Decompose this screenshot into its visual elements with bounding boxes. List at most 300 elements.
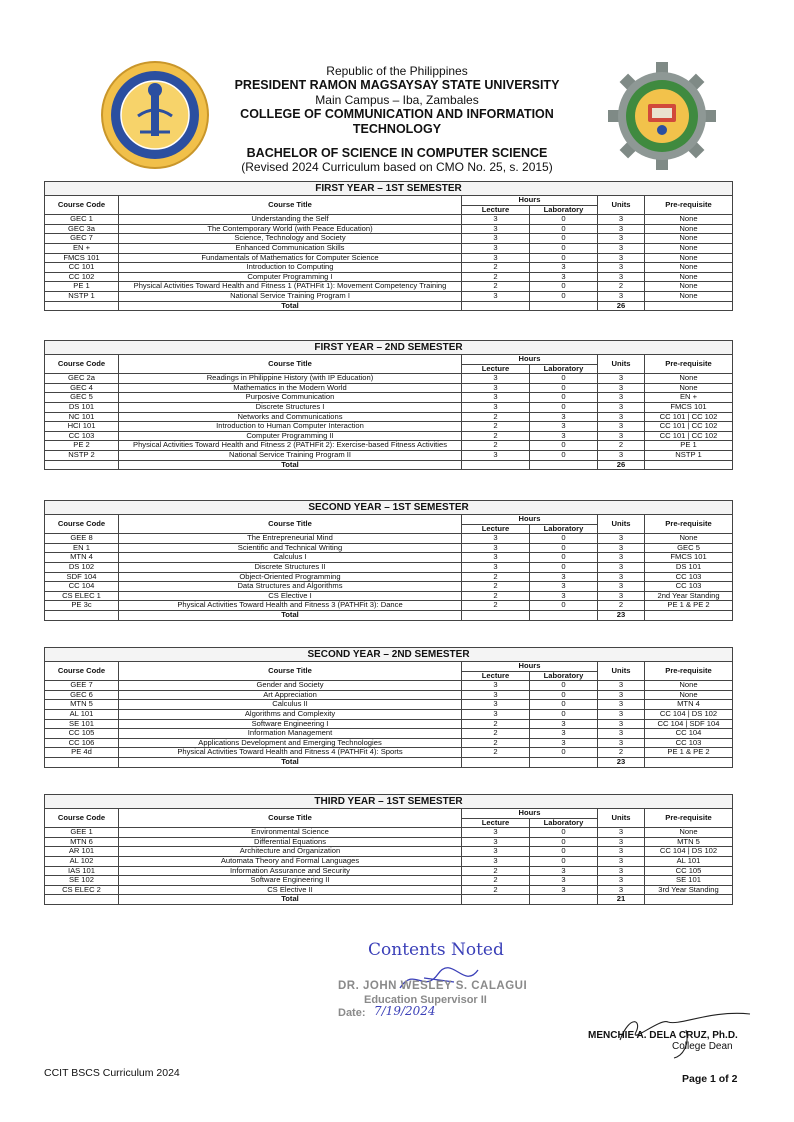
table-row bbox=[45, 243, 733, 253]
course-title: Differential Equations bbox=[119, 837, 462, 847]
course-code: EN 1 bbox=[45, 543, 119, 553]
lab-hours: 0 bbox=[530, 709, 598, 719]
prerequisite: None bbox=[645, 534, 733, 544]
col-header-code: Course Code bbox=[45, 355, 119, 374]
table-row bbox=[45, 282, 733, 292]
table-row bbox=[45, 885, 733, 895]
prerequisite: None bbox=[645, 282, 733, 292]
table-row bbox=[45, 441, 733, 451]
lecture-hours: 3 bbox=[462, 681, 530, 691]
col-header-hours: Hours bbox=[462, 809, 598, 819]
table-row bbox=[45, 224, 733, 234]
col-header-prereq: Pre-requisite bbox=[645, 515, 733, 534]
table-row bbox=[45, 422, 733, 432]
col-header-code: Course Code bbox=[45, 196, 119, 215]
semester-title: SECOND YEAR – 2ND SEMESTER bbox=[45, 648, 733, 662]
course-title: Information Management bbox=[119, 729, 462, 739]
total-row bbox=[45, 301, 733, 311]
prerequisite: None bbox=[645, 681, 733, 691]
table-row bbox=[45, 412, 733, 422]
semester-table-y1s2 bbox=[44, 340, 732, 470]
lecture-hours: 2 bbox=[462, 412, 530, 422]
prerequisite: PE 1 & PE 2 bbox=[645, 601, 733, 611]
semester-table-y2s1 bbox=[44, 500, 732, 621]
prerequisite: FMCS 101 bbox=[645, 402, 733, 412]
units: 3 bbox=[598, 393, 645, 403]
course-title: Understanding the Self bbox=[119, 215, 462, 225]
college-gear-logo bbox=[606, 60, 718, 172]
lab-hours: 3 bbox=[530, 422, 598, 432]
prerequisite: PE 1 bbox=[645, 441, 733, 451]
lab-hours: 0 bbox=[530, 847, 598, 857]
lecture-hours: 3 bbox=[462, 393, 530, 403]
table-row bbox=[45, 847, 733, 857]
prerequisite: 2nd Year Standing bbox=[645, 591, 733, 601]
units: 3 bbox=[598, 253, 645, 263]
lab-hours: 0 bbox=[530, 837, 598, 847]
col-header-hours: Hours bbox=[462, 196, 598, 206]
prerequisite: CC 103 bbox=[645, 582, 733, 592]
table-row bbox=[45, 748, 733, 758]
lab-hours: 0 bbox=[530, 224, 598, 234]
table-row bbox=[45, 837, 733, 847]
course-title: Mathematics in the Modern World bbox=[119, 383, 462, 393]
table-row bbox=[45, 729, 733, 739]
course-code: MTN 6 bbox=[45, 837, 119, 847]
course-title: Architecture and Organization bbox=[119, 847, 462, 857]
course-title: Calculus I bbox=[119, 553, 462, 563]
lecture-hours: 3 bbox=[462, 543, 530, 553]
lab-hours: 0 bbox=[530, 748, 598, 758]
course-table bbox=[44, 340, 733, 470]
col-header-lecture: Lecture bbox=[462, 205, 530, 215]
total-units: 26 bbox=[598, 460, 645, 470]
course-title: Science, Technology and Society bbox=[119, 234, 462, 244]
table-row bbox=[45, 562, 733, 572]
supervisor-position: Education Supervisor II bbox=[364, 994, 487, 1006]
lab-hours: 0 bbox=[530, 681, 598, 691]
semester-table-y1s1 bbox=[44, 181, 732, 311]
lab-hours: 0 bbox=[530, 291, 598, 301]
table-row bbox=[45, 738, 733, 748]
col-header-hours: Hours bbox=[462, 515, 598, 525]
prerequisite: None bbox=[645, 291, 733, 301]
table-row bbox=[45, 719, 733, 729]
table-row bbox=[45, 591, 733, 601]
prerequisite: None bbox=[645, 243, 733, 253]
prerequisite: MTN 4 bbox=[645, 700, 733, 710]
units: 3 bbox=[598, 374, 645, 384]
dean-block bbox=[588, 1030, 768, 1052]
table-row bbox=[45, 572, 733, 582]
course-title: Physical Activities Toward Health and Fitness 1 (PATHFit 1): Movement Competency Training bbox=[119, 282, 462, 292]
units: 3 bbox=[598, 856, 645, 866]
course-title: National Service Training Program I bbox=[119, 291, 462, 301]
table-row bbox=[45, 876, 733, 886]
course-title: The Contemporary World (with Peace Education) bbox=[119, 224, 462, 234]
course-table bbox=[44, 181, 733, 311]
lecture-hours: 2 bbox=[462, 738, 530, 748]
semester-title: FIRST YEAR – 2ND SEMESTER bbox=[45, 341, 733, 355]
col-header-title: Course Title bbox=[119, 809, 462, 828]
lecture-hours: 2 bbox=[462, 876, 530, 886]
course-code: CC 103 bbox=[45, 431, 119, 441]
course-title: Discrete Structures I bbox=[119, 402, 462, 412]
units: 3 bbox=[598, 866, 645, 876]
table-row bbox=[45, 582, 733, 592]
lecture-hours: 2 bbox=[462, 601, 530, 611]
prerequisite: None bbox=[645, 828, 733, 838]
units: 3 bbox=[598, 591, 645, 601]
lab-hours: 0 bbox=[530, 553, 598, 563]
lab-hours: 0 bbox=[530, 215, 598, 225]
country-line: Republic of the Philippines bbox=[326, 64, 468, 78]
lab-hours: 0 bbox=[530, 856, 598, 866]
course-code: GEC 6 bbox=[45, 690, 119, 700]
col-header-title: Course Title bbox=[119, 196, 462, 215]
lecture-hours: 3 bbox=[462, 450, 530, 460]
units: 3 bbox=[598, 243, 645, 253]
course-table bbox=[44, 500, 733, 621]
course-title: Object-Oriented Programming bbox=[119, 572, 462, 582]
lab-hours: 0 bbox=[530, 243, 598, 253]
total-units: 23 bbox=[598, 610, 645, 620]
lab-hours: 3 bbox=[530, 876, 598, 886]
col-header-units: Units bbox=[598, 662, 645, 681]
lecture-hours: 3 bbox=[462, 215, 530, 225]
col-header-hours: Hours bbox=[462, 662, 598, 672]
lecture-hours: 3 bbox=[462, 374, 530, 384]
table-row bbox=[45, 215, 733, 225]
table-row bbox=[45, 263, 733, 273]
course-title: Physical Activities Toward Health and Fitness 4 (PATHFit 4): Sports bbox=[119, 748, 462, 758]
total-label: Total bbox=[119, 610, 462, 620]
dean-name: MENCHIE A. DELA CRUZ, Ph.D. bbox=[588, 1030, 738, 1041]
lab-hours: 3 bbox=[530, 866, 598, 876]
lecture-hours: 3 bbox=[462, 847, 530, 857]
prerequisite: SE 101 bbox=[645, 876, 733, 886]
prerequisite: CC 101 | CC 102 bbox=[645, 431, 733, 441]
semester-title: THIRD YEAR – 1ST SEMESTER bbox=[45, 795, 733, 809]
lab-hours: 0 bbox=[530, 383, 598, 393]
col-header-units: Units bbox=[598, 355, 645, 374]
lecture-hours: 3 bbox=[462, 709, 530, 719]
total-label: Total bbox=[119, 301, 462, 311]
course-code: GEC 5 bbox=[45, 393, 119, 403]
prerequisite: CC 101 | CC 102 bbox=[645, 412, 733, 422]
course-code: DS 101 bbox=[45, 402, 119, 412]
university-seal-logo bbox=[100, 60, 210, 170]
course-code: SDF 104 bbox=[45, 572, 119, 582]
table-row bbox=[45, 534, 733, 544]
total-units: 23 bbox=[598, 757, 645, 767]
prerequisite: CC 104 | SDF 104 bbox=[645, 719, 733, 729]
units: 3 bbox=[598, 562, 645, 572]
course-code: GEC 3a bbox=[45, 224, 119, 234]
units: 3 bbox=[598, 553, 645, 563]
col-header-laboratory: Laboratory bbox=[530, 524, 598, 534]
lecture-hours: 2 bbox=[462, 282, 530, 292]
course-title: Enhanced Communication Skills bbox=[119, 243, 462, 253]
col-header-title: Course Title bbox=[119, 355, 462, 374]
lecture-hours: 2 bbox=[462, 582, 530, 592]
table-row bbox=[45, 450, 733, 460]
units: 3 bbox=[598, 690, 645, 700]
course-code: EN + bbox=[45, 243, 119, 253]
course-title: Introduction to Computing bbox=[119, 263, 462, 273]
units: 3 bbox=[598, 847, 645, 857]
units: 3 bbox=[598, 422, 645, 432]
prerequisite: CC 105 bbox=[645, 866, 733, 876]
lecture-hours: 3 bbox=[462, 700, 530, 710]
table-row bbox=[45, 700, 733, 710]
course-table bbox=[44, 794, 733, 905]
col-header-prereq: Pre-requisite bbox=[645, 809, 733, 828]
lab-hours: 3 bbox=[530, 431, 598, 441]
course-code: SE 101 bbox=[45, 719, 119, 729]
prerequisite: None bbox=[645, 253, 733, 263]
table-row bbox=[45, 234, 733, 244]
units: 3 bbox=[598, 738, 645, 748]
course-title: Environmental Science bbox=[119, 828, 462, 838]
course-code: AR 101 bbox=[45, 847, 119, 857]
course-code: MTN 5 bbox=[45, 700, 119, 710]
lab-hours: 0 bbox=[530, 253, 598, 263]
col-header-units: Units bbox=[598, 196, 645, 215]
lecture-hours: 2 bbox=[462, 422, 530, 432]
lecture-hours: 3 bbox=[462, 243, 530, 253]
course-code: GEE 1 bbox=[45, 828, 119, 838]
units: 3 bbox=[598, 402, 645, 412]
lecture-hours: 2 bbox=[462, 748, 530, 758]
course-title: Gender and Society bbox=[119, 681, 462, 691]
lab-hours: 0 bbox=[530, 374, 598, 384]
col-header-laboratory: Laboratory bbox=[530, 205, 598, 215]
prerequisite: GEC 5 bbox=[645, 543, 733, 553]
units: 3 bbox=[598, 709, 645, 719]
course-title: The Entrepreneurial Mind bbox=[119, 534, 462, 544]
lecture-hours: 3 bbox=[462, 690, 530, 700]
table-row bbox=[45, 374, 733, 384]
col-header-code: Course Code bbox=[45, 662, 119, 681]
course-code: CC 102 bbox=[45, 272, 119, 282]
units: 3 bbox=[598, 215, 645, 225]
units: 3 bbox=[598, 450, 645, 460]
lecture-hours: 3 bbox=[462, 253, 530, 263]
total-units: 21 bbox=[598, 895, 645, 905]
units: 3 bbox=[598, 431, 645, 441]
lab-hours: 3 bbox=[530, 591, 598, 601]
course-code: GEC 4 bbox=[45, 383, 119, 393]
course-code: AL 102 bbox=[45, 856, 119, 866]
table-row bbox=[45, 272, 733, 282]
course-table bbox=[44, 647, 733, 768]
lecture-hours: 3 bbox=[462, 553, 530, 563]
lab-hours: 0 bbox=[530, 441, 598, 451]
lecture-hours: 3 bbox=[462, 562, 530, 572]
course-code: NSTP 2 bbox=[45, 450, 119, 460]
course-code: GEE 7 bbox=[45, 681, 119, 691]
lecture-hours: 2 bbox=[462, 441, 530, 451]
prerequisite: None bbox=[645, 215, 733, 225]
col-header-title: Course Title bbox=[119, 662, 462, 681]
col-header-prereq: Pre-requisite bbox=[645, 196, 733, 215]
course-title: Introduction to Human Computer Interaction bbox=[119, 422, 462, 432]
program-title: BACHELOR OF SCIENCE IN COMPUTER SCIENCE bbox=[246, 145, 548, 160]
prerequisite: MTN 5 bbox=[645, 837, 733, 847]
prerequisite: AL 101 bbox=[645, 856, 733, 866]
units: 3 bbox=[598, 876, 645, 886]
course-code: CC 106 bbox=[45, 738, 119, 748]
course-code: HCI 101 bbox=[45, 422, 119, 432]
prerequisite: CC 104 bbox=[645, 729, 733, 739]
col-header-lecture: Lecture bbox=[462, 364, 530, 374]
lecture-hours: 2 bbox=[462, 866, 530, 876]
course-title: National Service Training Program II bbox=[119, 450, 462, 460]
table-row bbox=[45, 828, 733, 838]
table-row bbox=[45, 543, 733, 553]
prerequisite: CC 104 | DS 102 bbox=[645, 847, 733, 857]
lab-hours: 3 bbox=[530, 885, 598, 895]
prerequisite: 3rd Year Standing bbox=[645, 885, 733, 895]
col-header-title: Course Title bbox=[119, 515, 462, 534]
semester-table-y3s1 bbox=[44, 794, 732, 905]
contents-noted-text: Contents Noted bbox=[368, 940, 504, 960]
units: 3 bbox=[598, 885, 645, 895]
lab-hours: 0 bbox=[530, 534, 598, 544]
total-row bbox=[45, 895, 733, 905]
units: 2 bbox=[598, 282, 645, 292]
lab-hours: 0 bbox=[530, 393, 598, 403]
lab-hours: 0 bbox=[530, 234, 598, 244]
units: 3 bbox=[598, 582, 645, 592]
lab-hours: 3 bbox=[530, 272, 598, 282]
prerequisite: DS 101 bbox=[645, 562, 733, 572]
col-header-hours: Hours bbox=[462, 355, 598, 365]
document-header bbox=[0, 0, 794, 180]
date-value: 7/19/2024 bbox=[374, 1004, 436, 1018]
total-label: Total bbox=[119, 895, 462, 905]
lab-hours: 0 bbox=[530, 700, 598, 710]
total-units: 26 bbox=[598, 301, 645, 311]
table-row bbox=[45, 393, 733, 403]
course-code: FMCS 101 bbox=[45, 253, 119, 263]
lecture-hours: 2 bbox=[462, 885, 530, 895]
course-code: IAS 101 bbox=[45, 866, 119, 876]
lecture-hours: 2 bbox=[462, 572, 530, 582]
total-row bbox=[45, 460, 733, 470]
semester-table-y2s2 bbox=[44, 647, 732, 768]
course-code: GEE 8 bbox=[45, 534, 119, 544]
col-header-lecture: Lecture bbox=[462, 818, 530, 828]
col-header-prereq: Pre-requisite bbox=[645, 662, 733, 681]
table-row bbox=[45, 601, 733, 611]
footer-document-name: CCIT BSCS Curriculum 2024 bbox=[44, 1067, 180, 1079]
prerequisite: None bbox=[645, 263, 733, 273]
units: 3 bbox=[598, 719, 645, 729]
course-title: CS Elective I bbox=[119, 591, 462, 601]
prerequisite: None bbox=[645, 224, 733, 234]
lab-hours: 0 bbox=[530, 402, 598, 412]
col-header-units: Units bbox=[598, 809, 645, 828]
lab-hours: 0 bbox=[530, 562, 598, 572]
units: 3 bbox=[598, 291, 645, 301]
units: 3 bbox=[598, 224, 645, 234]
prerequisite: NSTP 1 bbox=[645, 450, 733, 460]
header-text-block bbox=[200, 64, 594, 174]
lab-hours: 0 bbox=[530, 543, 598, 553]
lecture-hours: 2 bbox=[462, 431, 530, 441]
units: 3 bbox=[598, 272, 645, 282]
units: 3 bbox=[598, 412, 645, 422]
course-code: CS ELEC 1 bbox=[45, 591, 119, 601]
semester-title: FIRST YEAR – 1ST SEMESTER bbox=[45, 182, 733, 196]
course-code: PE 2 bbox=[45, 441, 119, 451]
course-code: NSTP 1 bbox=[45, 291, 119, 301]
lecture-hours: 2 bbox=[462, 729, 530, 739]
dean-position: College Dean bbox=[672, 1041, 733, 1052]
table-row bbox=[45, 553, 733, 563]
course-title: Fundamentals of Mathematics for Computer Science bbox=[119, 253, 462, 263]
course-title: Software Engineering I bbox=[119, 719, 462, 729]
lecture-hours: 3 bbox=[462, 837, 530, 847]
prerequisite: CC 103 bbox=[645, 572, 733, 582]
col-header-lecture: Lecture bbox=[462, 524, 530, 534]
lab-hours: 3 bbox=[530, 738, 598, 748]
units: 2 bbox=[598, 748, 645, 758]
table-row bbox=[45, 402, 733, 412]
col-header-units: Units bbox=[598, 515, 645, 534]
course-title: Computer Programming II bbox=[119, 431, 462, 441]
table-row bbox=[45, 253, 733, 263]
col-header-lecture: Lecture bbox=[462, 671, 530, 681]
university-name: PRESIDENT RAMON MAGSAYSAY STATE UNIVERSITY bbox=[234, 78, 560, 93]
table-row bbox=[45, 681, 733, 691]
prerequisite: None bbox=[645, 374, 733, 384]
prerequisite: CC 101 | CC 102 bbox=[645, 422, 733, 432]
lab-hours: 3 bbox=[530, 729, 598, 739]
course-title: Readings in Philippine History (with IP Education) bbox=[119, 374, 462, 384]
course-title: Art Appreciation bbox=[119, 690, 462, 700]
lab-hours: 0 bbox=[530, 828, 598, 838]
course-title: Applications Development and Emerging Technologies bbox=[119, 738, 462, 748]
units: 3 bbox=[598, 729, 645, 739]
units: 3 bbox=[598, 234, 645, 244]
table-row bbox=[45, 690, 733, 700]
course-code: DS 102 bbox=[45, 562, 119, 572]
lab-hours: 0 bbox=[530, 450, 598, 460]
course-code: GEC 1 bbox=[45, 215, 119, 225]
course-title: Information Assurance and Security bbox=[119, 866, 462, 876]
total-label: Total bbox=[119, 460, 462, 470]
course-code: CC 101 bbox=[45, 263, 119, 273]
course-code: PE 3c bbox=[45, 601, 119, 611]
col-header-code: Course Code bbox=[45, 515, 119, 534]
course-title: Networks and Communications bbox=[119, 412, 462, 422]
course-title: Automata Theory and Formal Languages bbox=[119, 856, 462, 866]
course-title: Scientific and Technical Writing bbox=[119, 543, 462, 553]
total-row bbox=[45, 610, 733, 620]
table-row bbox=[45, 856, 733, 866]
lecture-hours: 3 bbox=[462, 383, 530, 393]
lab-hours: 0 bbox=[530, 601, 598, 611]
units: 3 bbox=[598, 828, 645, 838]
units: 3 bbox=[598, 383, 645, 393]
page-number: Page 1 of 2 bbox=[682, 1073, 738, 1085]
table-row bbox=[45, 866, 733, 876]
units: 3 bbox=[598, 681, 645, 691]
lecture-hours: 3 bbox=[462, 534, 530, 544]
